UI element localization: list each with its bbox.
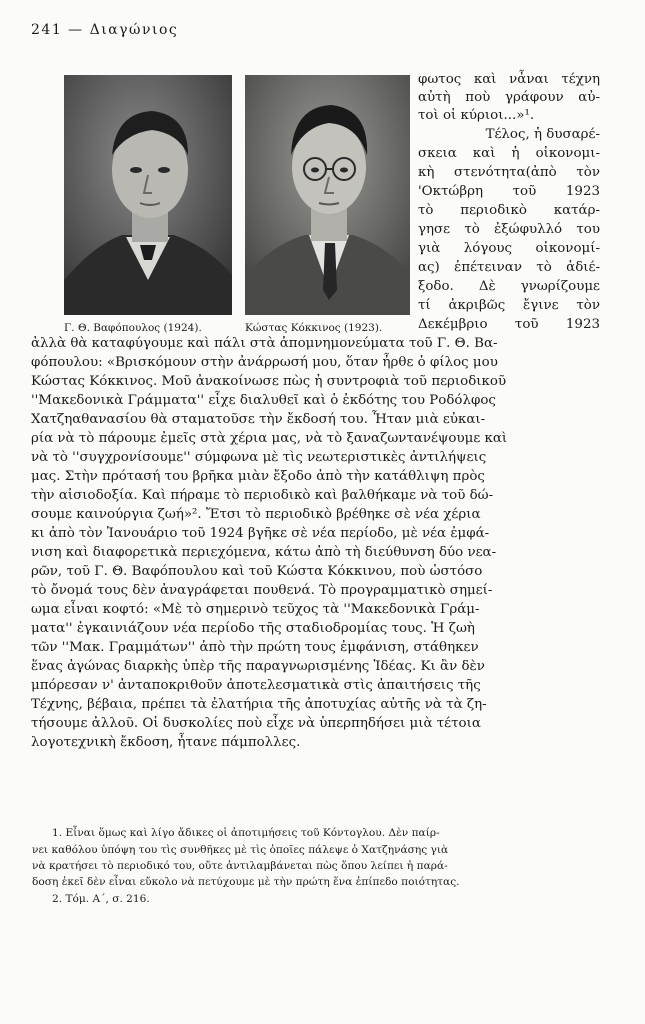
text-line: ματα'' ἐγκαινιάζουν νέα περίοδο τῆς σταδιοδρομίας τους. Ἡ ζωὴ [31, 621, 475, 636]
text-line: τὸ ὄνομά τους δὲν ἀναγράφεται πουθενά. Τὸ προγραμματικὸ σημεί- [31, 583, 493, 598]
footnote-line: νὰ κρατήσει τὸ περιοδικό του, οὔτε ἀντιλαμβάνεται πὼς ὅπου λείπει ἡ παρά- [32, 860, 448, 872]
text-line: τῶν ''Μακ. Γραμμάτων'' ἀπὸ τὴν πρώτη τους ἐμφάνιση, στάθηκεν [31, 640, 479, 655]
text-line: γησε τὸ ἐξώφυλλό του [418, 222, 600, 237]
text-line: λογοτεχνικὴ ἔκδοση, ἦτανε πάμπολλες. [31, 735, 301, 750]
portrait-photo-vafopoulos [64, 75, 232, 315]
text-line: ας) ἐπέτειναν τὸ ἀδιέ- [418, 260, 600, 275]
text-line: νὰ τὸ ''συγχρονίσουμε'' σύμφωνα μὲ τὶς νεωτεριστικὲς ἀντιλήψεις [31, 450, 487, 465]
text-line: τί ἀκριβῶς ἔγινε τὸν [418, 298, 600, 313]
text-line: τὸ περιοδικὸ κατάρ- [418, 203, 600, 218]
text-line: ρῶν, τοῦ Γ. Θ. Βαφόπουλου καὶ τοῦ Κώστα Κόκκινου, ποὺ ὡστόσο [31, 564, 483, 579]
text-line: Τέχνης, βέβαια, πρέπει τὰ ἐλατήρια τῆς ἀποτυχίας αὐτῆς νὰ τὰ ζη- [31, 697, 487, 712]
text-line: γιὰ λόγους οἰκονομί- [418, 241, 600, 256]
text-line: φωτος καὶ νἆναι τέχνη [418, 72, 600, 87]
text-line: αὐτὴ ποὺ γράφουν αὐ- [418, 90, 600, 105]
text-line: ''Μακεδονικὰ Γράμματα'' εἶχε διαλυθεῖ καὶ ὁ ἐκδότης του Ροδόλφος [31, 393, 496, 408]
text-line: ἕνας ἀγώνας διαρκὴς ὑπὲρ τῆς παραγνωρισμένης Ἰδέας. Κι ἂν δὲν [31, 659, 485, 674]
footnote-line: δοση ἐκεῖ δὲν εἶναι εὔκολο νὰ πετύχουμε μὲ τὴν πρώτη ἕνα ἐπίπεδο ποιότητας. [32, 876, 460, 888]
footnote-line: 2. Τόμ. Α΄, σ. 216. [52, 893, 150, 905]
text-line: Χατζηαθανασίου θὰ σταματοῦσε τὴν ἔκδοσή του. Ἦταν μιὰ εὐκαι- [31, 412, 486, 427]
page-header: 241 — Διαγώνιος [31, 22, 179, 38]
text-line: κι ἀπὸ τὸν Ἰανουάριο τοῦ 1924 βγῆκε σὲ νέα περίοδο, μὲ νέα ἐμφά- [31, 526, 490, 541]
text-line: φόπουλου: «Βρισκόμουν στὴν ἀνάρρωσή μου, ὅταν ἦρθε ὁ φίλος μου [31, 355, 498, 370]
footnote-line: 1. Εἶναι ὅμως καὶ λίγο ἄδικες οἱ ἀποτιμήσεις τοῦ Κόντογλου. Δὲν παίρ- [52, 827, 440, 839]
text-line: νιση καὶ διαφορετικὰ περιεχόμενα, κάτω ἀπὸ τὴ διεύθυνση δύο νεα- [31, 545, 497, 560]
text-line: τήσουμε ἀλλοῦ. Οἱ δυσκολίες ποὺ εἶχε νὰ ὑπερπηδήσει μιὰ τέτοια [31, 716, 481, 731]
text-line: Τέλος, ἡ δυσαρέ- [485, 127, 600, 142]
text-line: ωμα εἶναι κοφτό: «Μὲ τὸ σημερινὸ τεῦχος τὰ ''Μακεδονικὰ Γράμ- [31, 602, 480, 617]
text-line: ἀλλὰ θὰ καταφύγουμε καὶ πάλι στὰ ἀπομνημονεύματα τοῦ Γ. Θ. Βα- [31, 336, 498, 351]
text-line: Δεκέμβριο τοῦ 1923 [418, 317, 600, 332]
text-line: τοὶ οἱ κύριοι...»¹. [418, 108, 535, 123]
portrait-photo-kokkinos [245, 75, 410, 315]
text-line: σουμε καινούργια ζωή»². Ἔτσι τὸ περιοδικὸ βρέθηκε σὲ νέα χέρια [31, 507, 481, 522]
text-line: 'Οκτώβρη τοῦ 1923 [418, 184, 600, 199]
text-line: σκεια καὶ ἡ οἰκονομι- [418, 146, 600, 161]
text-line: ρία νὰ τὸ πάρουμε ἐμεῖς στὰ χέρια μας, νὰ τὸ ξαναζωντανέψουμε καὶ [31, 431, 508, 446]
text-line: μπόρεσαν ν' ἀνταποκριθοῦν ἀποτελεσματικὰ στὶς ἀπαιτήσεις τῆς [31, 678, 481, 693]
photo-caption: Γ. Θ. Βαφόπουλος (1924). [64, 322, 202, 334]
photo-caption: Κώστας Κόκκινος (1923). [245, 322, 383, 334]
text-line: μας. Στὴν πρότασή του βρῆκα μιὰν ἔξοδο ἀπὸ τὴν κατάθλιψη πρὸς [31, 469, 485, 484]
text-line: ξοδο. Δὲ γνωρίζουμε [418, 279, 600, 294]
text-line: τὴν αἰσιοδοξία. Καὶ πήραμε τὸ περιοδικὸ καὶ βαλθήκαμε νὰ τοῦ δώ- [31, 488, 494, 503]
footnote-line: νει καθόλου ὑπόψη του τὶς συνθῆκες μὲ τὶς ὁποῖες πάλεψε ὁ Χατζηνάσης γιὰ [32, 844, 449, 856]
text-line: κὴ στενότητα(ἀπὸ τὸν [418, 165, 600, 180]
text-line: Κώστας Κόκκινος. Μοῦ ἀνακοίνωσε πὼς ἡ συντροφιὰ τοῦ περιοδικοῦ [31, 374, 507, 389]
